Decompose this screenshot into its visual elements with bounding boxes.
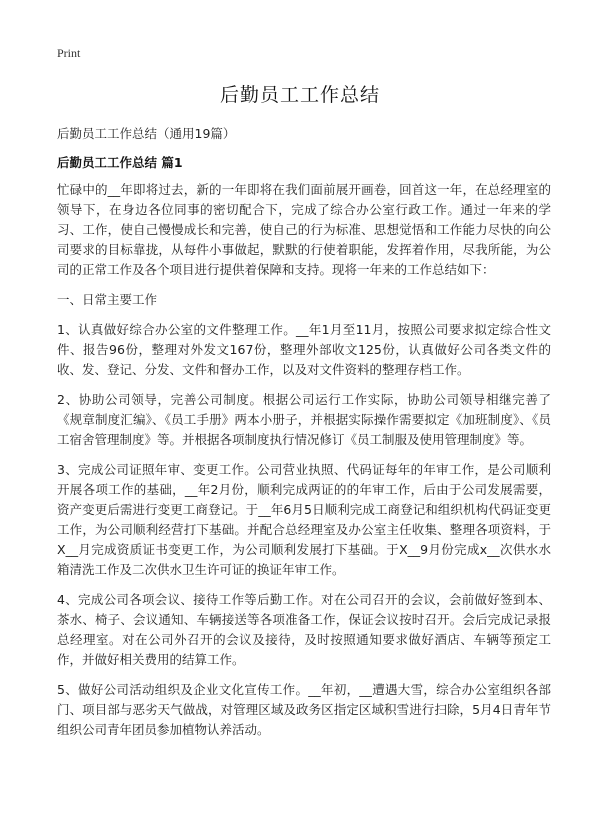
intro-paragraph: 忙碌中的__年即将过去，新的一年即将在我们面前展开画卷，回首这一年，在总经理室的领导下，在身边各位同事的密切配合下，完成了综合办公室行政工作。通过一年来的学习、工作，使自己慢慢成长和完善，使自己的行为标准、思想觉悟和工作能力尽快的向公司要求的目标靠拢，从每件小事做起，默默的行使着职能，发挥着作用，尽我所能，为公司的正常工作及各个项目进行提供着保障和支持。现将一年来的工作总结如下：: [57, 182, 551, 277]
body-paragraph: 2、协助公司领导，完善公司制度。根据公司运行工作实际，协助公司领导相继完善了《规章制度汇编》、《员工手册》两本小册子，并根据实际操作需要拟定《加班制度》、《员工宿舍管理制度》等。并根据各项制度执行情况修订《员工制服及使用管理制度》等。: [57, 392, 551, 447]
document-body: [57, 180, 551, 750]
print-link[interactable]: Print: [57, 46, 81, 60]
page-title: 后勤员工工作总结: [219, 84, 380, 106]
body-paragraph: 1、认真做好综合办公室的文件整理工作。__年1月至11月，按照公司要求拟定综合性文件、报告96份，整理对外发文167份，整理外部收文125份，认真做好公司各类文件的收、发、登记、分发、文件和督办工作，以及对文件资料的整理存档工作。: [57, 322, 551, 377]
body-paragraph: 5、做好公司活动组织及企业文化宣传工作。__年初，__遭遇大雪，综合办公室组织各部门、项目部与恶劣天气做战，对管理区域及政务区指定区域积雪进行扫除，5月4日青年节组织公司青年团员参加植物认养活动。: [57, 682, 551, 737]
body-paragraph: 3、完成公司证照年审、变更工作。公司营业执照、代码证每年的年审工作，是公司顺利开展各项工作的基础，__年2月份，顺利完成两证的的年审工作，后由于公司发展需要，资产变更后需进行变更工商登记。于__年6月5日顺利完成工商登记和组织机构代码证变更工作，为公司顺利经营打下基础。并配合总经理室及办公室主任收集、整理各项资料，于X__月完成资质证书变更工作，为公司顺利发展打下基础。于X__9月份完成x__次供水水箱清洗工作及二次供水卫生许可证的换证年审工作。: [57, 462, 551, 577]
body-paragraph: 4、完成公司各项会议、接待工作等后勤工作。对在公司召开的会议，会前做好签到本、茶水、椅子、会议通知、车辆接送等各项准备工作，保证会议按时召开。会后完成记录报总经理室。对在公司外召开的会议及接待，及时按照通知要求做好酒店、车辆等预定工作，并做好相关费用的结算工作。: [57, 592, 551, 667]
document-subtitle: 后勤员工工作总结（通用19篇）: [57, 126, 236, 141]
section-heading: 后勤员工工作总结 篇1: [57, 155, 183, 170]
subsection-heading: 一、日常主要工作: [57, 292, 158, 307]
